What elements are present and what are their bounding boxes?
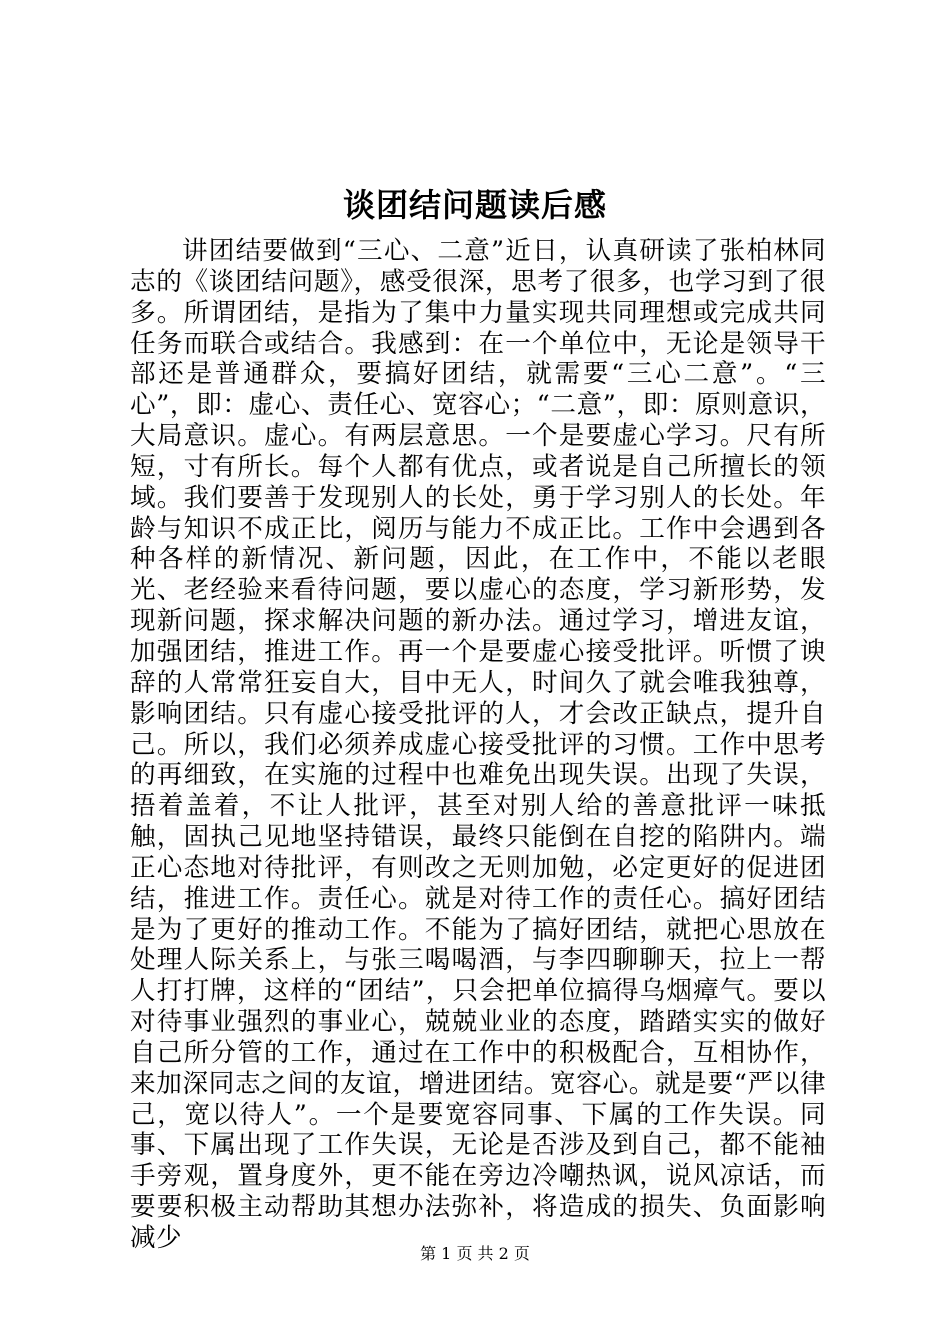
document-body-paragraph: 讲团结要做到“三心、二意”近日，认真研读了张柏林同志的《谈团结问题》，感受很深，思考了很多，也学习到了很多。所谓团结，是指为了集中力量实现共同理想或完成共同任务而联合或结合。我感到：在一个单位中，无论是领导干部还是普通群众，要搞好团结，就需要“三心二意”。“三心”，即：虚心、责任心、宽容心；“二意”，即：原则意识，大局意识。虚心。有两层意思。一个是要虚心学习。尺有所短，寸有所长。每个人都有优点，或者说是自己所擅长的领域。我们要善于发现别人的长处，勇于学习别人的长处。年龄与知识不成正比，阅历与能力不成正比。工作中会遇到各种各样的新情况、新问题，因此，在工作中，不能以老眼光、老经验来看待问题，要以虚心的态度，学习新形势，发现新问题，探求解决问题的新办法。通过学习，增进友谊，加强团结，推进工作。再一个是要虚心接受批评。听惯了谀辞的人常常狂妄自大，目中无人，时间久了就会唯我独尊，影响团结。只有虚心接受批评的人，才会改正缺点，提升自己。所以，我们必须养成虚心接受批评的习惯。工作中思考的再细致，在实施的过程中也难免出现失误。出现了失误，捂着盖着，不让人批评，甚至对别人给的善意批评一味抵触，固执己见地坚持错误，最终只能倒在自挖的陷阱内。端正心态地对待批评，有则改之无则加勉，必定更好的促进团结，推进工作。责任心。就是对待工作的责任心。搞好团结是为了更好的推动工作。不能为了搞好团结，就把心思放在处理人际关系上，与张三喝喝酒，与李四聊聊天，拉上一帮人打打牌，这样的“团结”，只会把单位搞得乌烟瘴气。要以对待事业强烈的事业心，兢兢业业的态度，踏踏实实的做好自己所分管的工作，通过在工作中的积极配合，互相协作，来加深同志之间的友谊，增进团结。宽容心。就是要“严以律己，宽以待人”。一个是要宽容同事、下属的工作失误。同事、下属出现了工作失误，无论是否涉及到自己，都不能袖手旁观，置身度外，更不能在旁边冷嘲热讽，说风凉话，而要要积极主动帮助其想办法弥补，将造成的损失、负面影响减少 <box>130 236 826 1253</box>
document-title: 谈团结问题读后感 <box>342 186 607 224</box>
page-footer: 第 1 页 共 2 页 <box>420 1244 530 1263</box>
